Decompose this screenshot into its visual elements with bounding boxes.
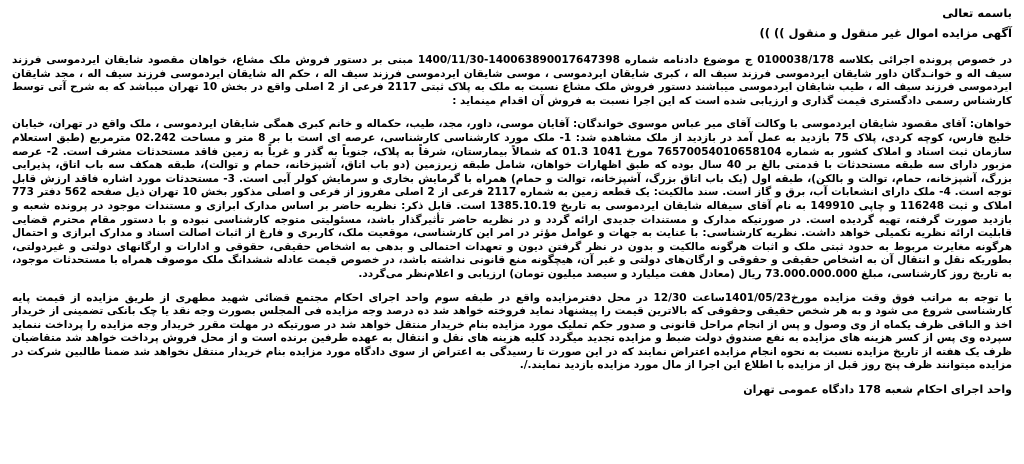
expert-report-paragraph: خواهان: آقای مقصود شایقان ایردموسی با وکالت آقای میر عباس موسوی خواندگان: آقایان موسی، داور، مجد، طیب، حکماله و خانم کبری همگی شایقان ایردموسی ، ملک واقع در تهران، خیابان خلیج فارس، کوچه کردی، پلاک 75 بازدید به عمل آمد در بازدید از ملک مشاهده شد: 1- ملک مورد کارشناسی کارشناسی، عرصه ای است با بر 8 متر و مساحت 02.242 مترمربع (طبق استعلام سازمان ثبت اسناد و املاک کشور به شماره 76570054010658104 مورخ 1041 01.3 که شمالاً بیمارستان، شرقاً به پلاک، جنوباً به گذر و غرباً به زمین فاقد مستحدثات مشرف است. 2- عرصه مزبور دارای سه طبقه مستحدثات با قدمتی بالغ بر 40 سال بوده که طبق اظهارات خواهان، شامل طبقه زیرزمین (دو باب اتاق، آشپزخانه، حمام و توالت)، طبقه همکف سه باب اتاق، پذیرایی بزرگ، آشپزخانه، حمام، توالت و بالکن)، طبقه اول (یک باب اتاق بزرگ، آشپزخانه، توالت و حمام) همراه با گرمایش بخاری و سرمایش کولر آبی است. 3- مستحدثات مورد اشاره فاقد ارزش قابل توجه است. 4- ملک دارای انشعابات آب، برق و گاز است. سند مالکیت: یک قطعه زمین به شماره 2117 فرعی از 2 اصلی مفروز از فرعی و اصلی مذکور بخش 10 تهران ذیل صفحه 562 دفتر 773 املاک و ثبت 116248 و چاپی 149910 به نام آقای سیفاله شایقان ایردموسی به تاریخ 1385.10.19 است. قابل ذکر: نظریه حاضر بر اساس مدارک ابرازی و مستندات موجود در پرونده شعبه و بازدید صورت گرفته، تهیه گردیده است. در صورتیکه مدارک و مستندات جدیدی ارائه گردد و در نظریه حاضر تأثیرگذار باشد، مسئولیتی متوجه کارشناسی نبوده و با دستور مقام محترم قضایی قابلیت ارائه نظریه تکمیلی خواهد داشت. نظریه کارشناسی: با عنایت به جهات و عوامل مؤثر در امر این کارشناسی، موقعیت ملک، کاربری و فارغ از اثبات اصالت اسناد و مدارک ابرازی و احتمال هرگونه مغایرت مربوط به حدود ثبتی ملک و اثبات هرگونه مالکیت و بدون در نظر گرفتن دیون و تعهدات احتمالی و بدهی به اشخاص حقیقی، حقوقی و ادارات و ارگانهای دولتی و غیردولتی، بطوریکه نقل و انتقال آن به اشخاص حقیقی و حقوقی و ارگان‌های دولتی و غیر آن، هیچگونه منع قانونی نداشته باشد، در خصوص قیمت عادله ششدانگ ملک موصوف همراه با مستحدثات موجود، به تاریخ روز کارشناسی، مبلغ 73.000.000.000 ریال (معادل هفت میلیارد و سیصد میلیون تومان) ارزیابی و اعلام‌نظر می‌گردد.: [12, 118, 1013, 280]
auction-terms-paragraph: با توجه به مراتب فوق وقت مزایده مورخ1401/05/23ساعت 12/30 در محل دفترمزایده واقع در طبقه سوم واحد اجرای احکام مجتمع قضائی شهید مطهری از طریق مزایده از قیمت پایه کارشناسی شروع می شود و به هر شخص حقیقی وحقوقی که بالاترین قیمت را پیشنهاد نماید فروخته خواهد شد ده درصد وجه مزایده فی المجلس بصورت وجه نقد یا چک بانکی تضمینی از خریدار اخذ و الباقی ظرف یکماه از وی وصول و پس از انجام مراحل قانونی و صدور حکم تملیک مورد مزایده بنام خریدار منتقل خواهد شد در صورتیکه در مهلت مقرر خریدار وجه مزایده را پرداخت ننماید سپرده وی پس از کسر هزینه های مزایده به نفع صندوق دولت ضبط و مزایده تجدید میگردد کلیه هزینه های نقل و انتقال به عهده طرفین برنده است و از محل فروش پرداخت خواهد شد متقاضیان ظرف یک هفته از تاریخ مزایده نسبت به نحوه انجام مزایده اعتراض نمایند که در این صورت تا رسیدگی به اعتراض از سوی دادگاه مورد مزایده بنام خریدار منتقل نخواهد شد ضمنا طالبین شرکت در مزایده میتوانند ظرف پنج روز قبل از مزایده با اطلاع این اجرا از مال مورد مزایده بازدید نمایند./.: [12, 291, 1012, 372]
case-intro-paragraph: در خصوص پرونده اجرائی بکلاسه 0100038/178 ج موضوع دادنامه شماره 140063890017647398-1400/11/30 مبنی بر دستور فروش ملک مشاع، خواهان مقصود شایقان ایردموسی فرزند سیف اله و خوانـدگان داور شایقان ایردموسی فرزند سیف اله ، کبری شایقان ایردموسی ، موسی شایقان ایردموسی فرزند سیف اله ، حکم اله شایقان ایردموسی فرزند سیف اله ، مجد شایقان ایردموسی فرزند سیف اله ، طیب شایقان ایردموسی میباشند دستور فروش ملک مشاع نسبت به ملک به پلاک ثبتی 2117 فرعی از 2 اصلی واقع در بخش 10 تهران میباشد که به شرح آتی توسط کارشناس رسمی دادگستری قیمت گذاری و ارزیابی شده است که این اجرا نسبت به فروش آن اقدام مینماید :: [12, 54, 1013, 107]
issuer-signature: واحد اجرای احکام شعبه 178 دادگاه عمومی تهران: [743, 383, 1012, 397]
notice-title: آگهی مزایده اموال غیر منقول و منقول )) )): [759, 26, 1012, 40]
invocation-heading: باسمه تعالی: [942, 6, 1012, 20]
